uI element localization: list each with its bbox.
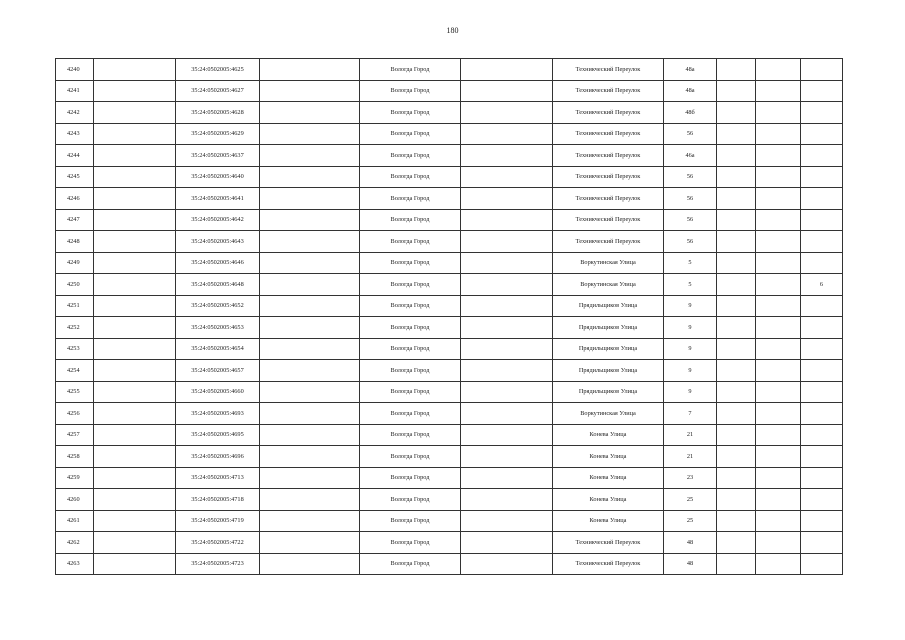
building-number-cell [801,166,843,188]
house-number-cell: 9 [664,338,717,360]
building-number-cell [801,532,843,554]
cadastral-number-cell: 35:24:0502005:4646 [176,252,260,274]
empty-cell [260,553,360,575]
record-number-cell: 4254 [56,360,94,382]
street-cell: Техникческий Переулок [553,188,664,210]
cadastral-number-cell: 35:24:0502005:4652 [176,295,260,317]
building-number-cell [801,403,843,425]
cadastral-number-cell: 35:24:0502005:4723 [176,553,260,575]
record-number-cell: 4250 [56,274,94,296]
empty-cell [756,360,801,382]
house-number-cell: 21 [664,424,717,446]
house-number-cell: 9 [664,381,717,403]
house-number-cell: 9 [664,295,717,317]
city-cell: Вологда Город [360,274,461,296]
empty-cell [756,510,801,532]
cadastral-number-cell: 35:24:0502005:4657 [176,360,260,382]
cadastral-number-cell: 35:24:0502005:4648 [176,274,260,296]
empty-cell [756,123,801,145]
record-number-cell: 4260 [56,489,94,511]
page-number: 180 [446,26,459,35]
empty-cell [756,338,801,360]
empty-cell [461,510,553,532]
house-number-cell: 48а [664,80,717,102]
building-number-cell [801,510,843,532]
empty-cell [94,274,176,296]
table-row [56,252,843,274]
city-cell: Вологда Город [360,510,461,532]
building-number-cell [801,188,843,210]
city-cell: Вологда Город [360,59,461,81]
empty-cell [461,209,553,231]
empty-cell [717,338,756,360]
table-row [56,510,843,532]
street-cell: Конева Улица [553,446,664,468]
empty-cell [260,446,360,468]
empty-cell [461,317,553,339]
street-cell: Техникческий Переулок [553,209,664,231]
street-cell: Техникческий Переулок [553,166,664,188]
empty-cell [260,123,360,145]
empty-cell [94,467,176,489]
empty-cell [461,252,553,274]
empty-cell [756,252,801,274]
table-row [56,209,843,231]
empty-cell [756,317,801,339]
empty-cell [260,188,360,210]
table-row [56,532,843,554]
empty-cell [94,145,176,167]
table-row [56,489,843,511]
table-row [56,381,843,403]
city-cell: Вологда Город [360,446,461,468]
street-cell: Техникческий Переулок [553,80,664,102]
house-number-cell: 23 [664,467,717,489]
empty-cell [260,166,360,188]
empty-cell [260,231,360,253]
empty-cell [94,338,176,360]
street-cell: Воркутинская Улица [553,274,664,296]
street-cell: Конева Улица [553,424,664,446]
record-number-cell: 4247 [56,209,94,231]
cadastral-number-cell: 35:24:0502005:4640 [176,166,260,188]
empty-cell [94,123,176,145]
empty-cell [717,532,756,554]
empty-cell [717,467,756,489]
empty-cell [717,360,756,382]
empty-cell [756,102,801,124]
record-number-cell: 4240 [56,59,94,81]
table-row [56,553,843,575]
cadastral-number-cell: 35:24:0502005:4643 [176,231,260,253]
building-number-cell [801,446,843,468]
table-row [56,446,843,468]
record-number-cell: 4257 [56,424,94,446]
empty-cell [94,209,176,231]
house-number-cell: 48 [664,532,717,554]
empty-cell [461,295,553,317]
cadastral-number-cell: 35:24:0502005:4653 [176,317,260,339]
street-cell: Прядильщиков Улица [553,381,664,403]
cadastral-number-cell: 35:24:0502005:4693 [176,403,260,425]
street-cell: Техникческий Переулок [553,532,664,554]
city-cell: Вологда Город [360,424,461,446]
house-number-cell: 5 [664,274,717,296]
empty-cell [461,145,553,167]
empty-cell [756,295,801,317]
empty-cell [717,446,756,468]
city-cell: Вологда Город [360,80,461,102]
empty-cell [717,317,756,339]
city-cell: Вологда Город [360,489,461,511]
empty-cell [717,252,756,274]
building-number-cell [801,145,843,167]
empty-cell [717,166,756,188]
empty-cell [461,467,553,489]
house-number-cell: 5 [664,252,717,274]
street-cell: Техникческий Переулок [553,59,664,81]
table-row [56,424,843,446]
empty-cell [717,274,756,296]
empty-cell [260,424,360,446]
empty-cell [94,252,176,274]
empty-cell [756,467,801,489]
house-number-cell: 21 [664,446,717,468]
cadastral-number-cell: 35:24:0502005:4654 [176,338,260,360]
record-number-cell: 4246 [56,188,94,210]
empty-cell [94,317,176,339]
building-number-cell [801,252,843,274]
table-row [56,188,843,210]
empty-cell [756,532,801,554]
building-number-cell [801,489,843,511]
empty-cell [94,532,176,554]
city-cell: Вологда Город [360,360,461,382]
empty-cell [94,188,176,210]
empty-cell [756,166,801,188]
city-cell: Вологда Город [360,381,461,403]
record-number-cell: 4259 [56,467,94,489]
building-number-cell [801,424,843,446]
street-cell: Техникческий Переулок [553,102,664,124]
empty-cell [461,59,553,81]
record-number-cell: 4244 [56,145,94,167]
house-number-cell: 48б [664,102,717,124]
street-cell: Техникческий Переулок [553,145,664,167]
empty-cell [461,188,553,210]
cadastral-number-cell: 35:24:0502005:4722 [176,532,260,554]
empty-cell [260,59,360,81]
record-number-cell: 4251 [56,295,94,317]
record-number-cell: 4243 [56,123,94,145]
empty-cell [717,424,756,446]
empty-cell [260,381,360,403]
empty-cell [461,424,553,446]
city-cell: Вологда Город [360,166,461,188]
empty-cell [260,145,360,167]
empty-cell [260,80,360,102]
empty-cell [260,274,360,296]
empty-cell [756,403,801,425]
record-number-cell: 4263 [56,553,94,575]
record-number-cell: 4253 [56,338,94,360]
street-cell: Прядильщиков Улица [553,317,664,339]
empty-cell [756,424,801,446]
street-cell: Конева Улица [553,510,664,532]
empty-cell [260,510,360,532]
empty-cell [756,446,801,468]
street-cell: Воркутинская Улица [553,252,664,274]
building-number-cell [801,295,843,317]
empty-cell [260,532,360,554]
empty-cell [94,59,176,81]
empty-cell [717,59,756,81]
empty-cell [94,166,176,188]
cadastral-number-cell: 35:24:0502005:4642 [176,209,260,231]
registry-body [56,59,843,575]
empty-cell [260,317,360,339]
building-number-cell [801,317,843,339]
city-cell: Вологда Город [360,467,461,489]
empty-cell [756,188,801,210]
street-cell: Прядильщиков Улица [553,360,664,382]
empty-cell [94,231,176,253]
empty-cell [461,403,553,425]
house-number-cell: 25 [664,510,717,532]
city-cell: Вологда Город [360,252,461,274]
empty-cell [94,553,176,575]
empty-cell [461,102,553,124]
building-number-cell [801,553,843,575]
empty-cell [94,446,176,468]
empty-cell [717,80,756,102]
street-cell: Прядильщиков Улица [553,295,664,317]
record-number-cell: 4256 [56,403,94,425]
empty-cell [461,360,553,382]
building-number-cell [801,467,843,489]
empty-cell [717,553,756,575]
table-row [56,317,843,339]
building-number-cell [801,59,843,81]
empty-cell [260,252,360,274]
city-cell: Вологда Город [360,102,461,124]
city-cell: Вологда Город [360,338,461,360]
building-number-cell [801,209,843,231]
cadastral-number-cell: 35:24:0502005:4713 [176,467,260,489]
empty-cell [94,360,176,382]
city-cell: Вологда Город [360,145,461,167]
building-number-cell [801,80,843,102]
empty-cell [756,553,801,575]
building-number-cell [801,360,843,382]
table-row [56,102,843,124]
street-cell: Конева Улица [553,489,664,511]
record-number-cell: 4261 [56,510,94,532]
street-cell: Конева Улица [553,467,664,489]
address-registry-table [55,58,843,575]
empty-cell [717,403,756,425]
table-row [56,360,843,382]
table-row [56,166,843,188]
record-number-cell: 4262 [56,532,94,554]
empty-cell [260,102,360,124]
city-cell: Вологда Город [360,403,461,425]
empty-cell [717,381,756,403]
empty-cell [717,102,756,124]
empty-cell [461,338,553,360]
table-row [56,467,843,489]
empty-cell [461,274,553,296]
empty-cell [717,188,756,210]
street-cell: Техникческий Переулок [553,123,664,145]
table-row [56,123,843,145]
empty-cell [94,381,176,403]
empty-cell [94,295,176,317]
record-number-cell: 4255 [56,381,94,403]
table-row [56,295,843,317]
empty-cell [260,209,360,231]
record-number-cell: 4249 [56,252,94,274]
empty-cell [94,489,176,511]
house-number-cell: 56 [664,123,717,145]
empty-cell [461,489,553,511]
empty-cell [756,274,801,296]
empty-cell [260,467,360,489]
street-cell: Техникческий Переулок [553,231,664,253]
empty-cell [461,532,553,554]
record-number-cell: 4241 [56,80,94,102]
empty-cell [94,102,176,124]
empty-cell [94,80,176,102]
table-row [56,145,843,167]
empty-cell [94,424,176,446]
table-row [56,403,843,425]
street-cell: Воркутинская Улица [553,403,664,425]
building-number-cell [801,123,843,145]
empty-cell [461,166,553,188]
cadastral-number-cell: 35:24:0502005:4660 [176,381,260,403]
house-number-cell: 48 [664,553,717,575]
empty-cell [717,123,756,145]
house-number-cell: 25 [664,489,717,511]
house-number-cell: 56 [664,231,717,253]
building-number-cell [801,231,843,253]
table-row [56,231,843,253]
city-cell: Вологда Город [360,532,461,554]
empty-cell [260,295,360,317]
empty-cell [756,489,801,511]
empty-cell [260,360,360,382]
empty-cell [461,381,553,403]
empty-cell [717,510,756,532]
city-cell: Вологда Город [360,188,461,210]
building-number-cell [801,338,843,360]
street-cell: Прядильщиков Улица [553,338,664,360]
record-number-cell: 4258 [56,446,94,468]
cadastral-number-cell: 35:24:0502005:4637 [176,145,260,167]
cadastral-number-cell: 35:24:0502005:4625 [176,59,260,81]
house-number-cell: 56 [664,188,717,210]
city-cell: Вологда Город [360,209,461,231]
table-row [56,274,843,296]
street-cell: Техникческий Переулок [553,553,664,575]
house-number-cell: 46а [664,145,717,167]
empty-cell [756,381,801,403]
cadastral-number-cell: 35:24:0502005:4641 [176,188,260,210]
city-cell: Вологда Город [360,123,461,145]
table-row [56,59,843,81]
house-number-cell: 9 [664,317,717,339]
empty-cell [756,231,801,253]
empty-cell [756,59,801,81]
empty-cell [717,209,756,231]
empty-cell [260,338,360,360]
cadastral-number-cell: 35:24:0502005:4696 [176,446,260,468]
empty-cell [756,145,801,167]
cadastral-number-cell: 35:24:0502005:4718 [176,489,260,511]
empty-cell [717,295,756,317]
empty-cell [260,403,360,425]
empty-cell [94,510,176,532]
city-cell: Вологда Город [360,317,461,339]
empty-cell [94,403,176,425]
empty-cell [717,489,756,511]
empty-cell [461,553,553,575]
city-cell: Вологда Город [360,553,461,575]
cadastral-number-cell: 35:24:0502005:4719 [176,510,260,532]
cadastral-number-cell: 35:24:0502005:4627 [176,80,260,102]
empty-cell [461,80,553,102]
house-number-cell: 7 [664,403,717,425]
cadastral-number-cell: 35:24:0502005:4629 [176,123,260,145]
house-number-cell: 9 [664,360,717,382]
empty-cell [717,231,756,253]
record-number-cell: 4248 [56,231,94,253]
empty-cell [461,231,553,253]
cadastral-number-cell: 35:24:0502005:4695 [176,424,260,446]
record-number-cell: 4245 [56,166,94,188]
empty-cell [260,489,360,511]
empty-cell [756,209,801,231]
empty-cell [461,446,553,468]
record-number-cell: 4252 [56,317,94,339]
building-number-cell [801,381,843,403]
house-number-cell: 56 [664,209,717,231]
city-cell: Вологда Город [360,295,461,317]
building-number-cell [801,102,843,124]
empty-cell [461,123,553,145]
city-cell: Вологда Город [360,231,461,253]
empty-cell [756,80,801,102]
empty-cell [717,145,756,167]
table-row [56,80,843,102]
record-number-cell: 4242 [56,102,94,124]
house-number-cell: 48а [664,59,717,81]
cadastral-number-cell: 35:24:0502005:4628 [176,102,260,124]
house-number-cell: 56 [664,166,717,188]
building-number-cell: 6 [801,274,843,296]
table-row [56,338,843,360]
